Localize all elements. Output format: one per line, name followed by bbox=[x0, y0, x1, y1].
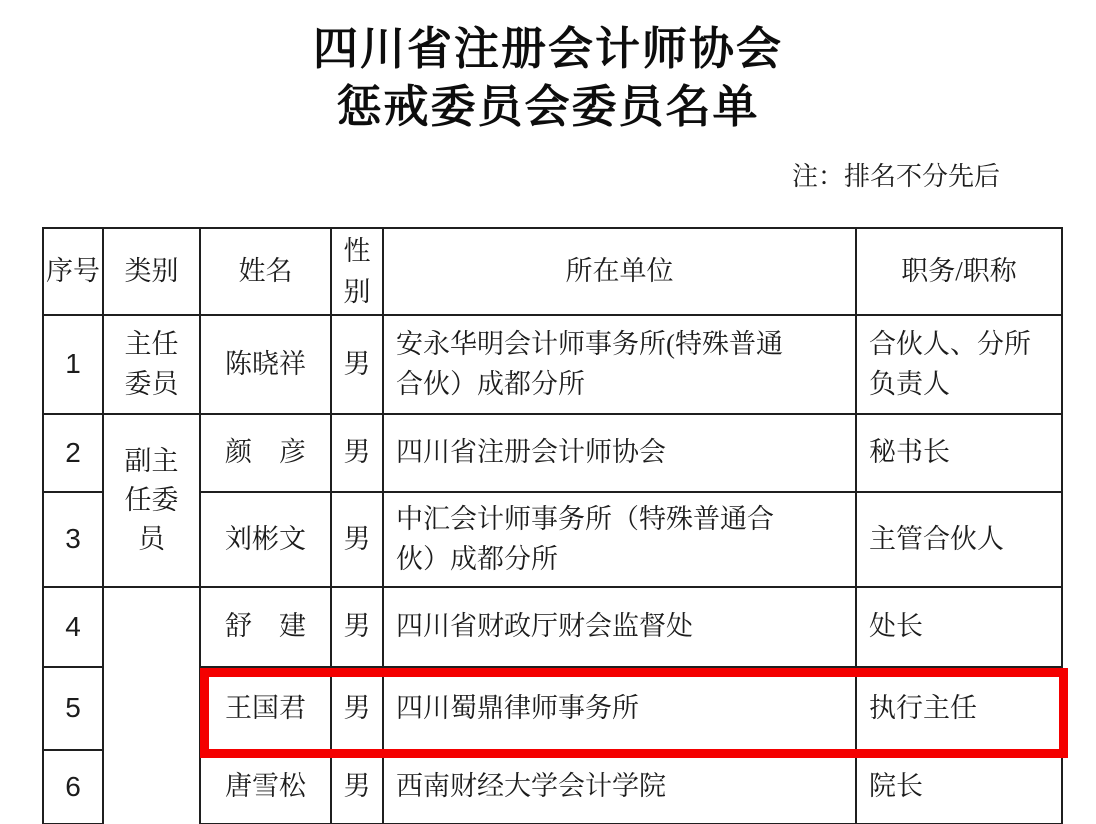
cell-gender: 男 bbox=[331, 315, 383, 414]
page-title-line-1: 四川省注册会计师协会 bbox=[312, 24, 783, 74]
cell-gender: 男 bbox=[331, 414, 383, 492]
cell-no: 3 bbox=[43, 492, 103, 587]
cell-gender: 男 bbox=[331, 667, 383, 750]
cell-category-empty bbox=[103, 587, 200, 824]
header-name: 姓名 bbox=[200, 228, 331, 315]
cell-name: 王国君 bbox=[200, 667, 331, 750]
cell-no: 6 bbox=[43, 750, 103, 824]
cell-category: 主任委员 bbox=[103, 315, 200, 414]
cell-no: 1 bbox=[43, 315, 103, 414]
cell-no: 4 bbox=[43, 587, 103, 667]
cell-unit: 四川蜀鼎律师事务所 bbox=[383, 667, 856, 750]
table-row-1 bbox=[43, 315, 1062, 414]
cell-name: 刘彬文 bbox=[200, 492, 331, 587]
members-table bbox=[42, 227, 1063, 824]
cell-gender: 男 bbox=[331, 750, 383, 824]
cell-position: 合伙人、分所负责人 bbox=[856, 315, 1062, 414]
page-title-line-2: 惩戒委员会委员名单 bbox=[336, 82, 760, 132]
cell-position: 院长 bbox=[856, 750, 1062, 824]
cell-unit: 西南财经大学会计学院 bbox=[383, 750, 856, 824]
cell-name: 陈晓祥 bbox=[200, 315, 331, 414]
cell-unit: 四川省注册会计师协会 bbox=[383, 414, 856, 492]
cell-gender: 男 bbox=[331, 587, 383, 667]
table-header-row bbox=[43, 228, 1062, 315]
cell-gender: 男 bbox=[331, 492, 383, 587]
cell-name: 舒 建 bbox=[200, 587, 331, 667]
cell-unit: 中汇会计师事务所（特殊普通合伙）成都分所 bbox=[383, 492, 856, 587]
table-row-4 bbox=[43, 587, 1062, 667]
cell-category-vice-chair: 副主任委员 bbox=[103, 414, 200, 587]
header-gender: 性别 bbox=[331, 228, 383, 315]
cell-position: 执行主任 bbox=[856, 667, 1062, 750]
page-title bbox=[0, 20, 1096, 136]
header-unit: 所在单位 bbox=[383, 228, 856, 315]
cell-position: 主管合伙人 bbox=[856, 492, 1062, 587]
cell-unit: 安永华明会计师事务所(特殊普通合伙）成都分所 bbox=[383, 315, 856, 414]
header-position: 职务/职称 bbox=[856, 228, 1062, 315]
header-no: 序号 bbox=[43, 228, 103, 315]
cell-no: 5 bbox=[43, 667, 103, 750]
cell-name: 颜 彦 bbox=[200, 414, 331, 492]
cell-position: 处长 bbox=[856, 587, 1062, 667]
header-category: 类别 bbox=[103, 228, 200, 315]
cell-position: 秘书长 bbox=[856, 414, 1062, 492]
cell-name: 唐雪松 bbox=[200, 750, 331, 824]
ranking-note: 注：排名不分先后 bbox=[791, 162, 1000, 191]
table-row-2 bbox=[43, 414, 1062, 492]
cell-unit: 四川省财政厅财会监督处 bbox=[383, 587, 856, 667]
cell-no: 2 bbox=[43, 414, 103, 492]
document-page bbox=[0, 20, 1096, 824]
